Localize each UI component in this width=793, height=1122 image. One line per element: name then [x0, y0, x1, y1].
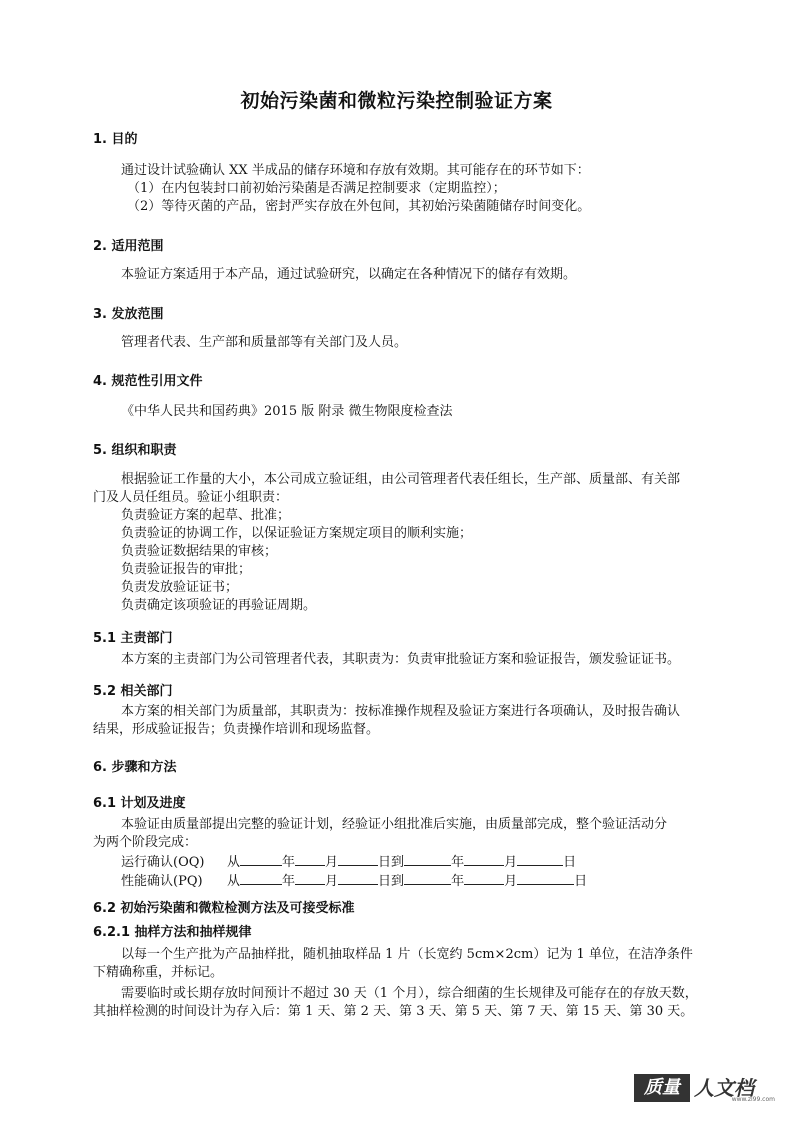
section-6-2-1-text: 以每一个生产批为产品抽样批，随机抽取样品 1 片（长宽约 5cm×2cm）记为 1 单位，在洁净条件: [121, 947, 693, 962]
section-5-1-heading: 5.1 主责部门: [93, 631, 173, 646]
blank-line[interactable]: [404, 852, 451, 866]
section-1-line: 通过设计试验确认 XX 半成品的储存环境和存放有效期。其可能存在的环节如下：: [121, 163, 590, 178]
section-2-heading: 2. 适用范围: [93, 239, 164, 254]
schedule-row-oq: [121, 851, 576, 870]
schedule-label: 运行确认(OQ): [121, 855, 205, 870]
schedule-day: 日: [563, 855, 577, 870]
watermark-text: 人文档: [694, 1076, 754, 1100]
schedule-from: 从: [227, 855, 241, 870]
section-5-heading: 5. 组织和职责: [93, 443, 177, 458]
blank-line[interactable]: [295, 871, 325, 885]
section-3-heading: 3. 发放范围: [93, 307, 164, 322]
watermark-logo: [634, 1072, 779, 1106]
blank-line[interactable]: [295, 852, 325, 866]
schedule-label: 性能确认(PQ): [121, 874, 203, 889]
section-5-2-text: 本方案的相关部门为质量部，其职责为：按标准操作规程及验证方案进行各项确认，及时报告确认: [121, 704, 681, 719]
section-6-2-1-text: 下精确称重，并标记。: [93, 965, 224, 980]
section-2-text: 本验证方案适用于本产品，通过试验研究，以确定在各种情况下的储存有效期。: [121, 267, 577, 282]
section-4-heading: 4. 规范性引用文件: [93, 374, 203, 389]
section-6-2-heading: 6.2 初始污染菌和微粒检测方法及可接受标准: [93, 901, 355, 916]
blank-line[interactable]: [404, 871, 451, 885]
schedule-day-to: 日到: [378, 855, 405, 870]
watermark-url: www.zl99.com: [731, 1096, 775, 1103]
section-4-text: 《中华人民共和国药典》2015 版 附录 微生物限度检查法: [121, 404, 453, 419]
schedule-row-pq: [121, 870, 587, 889]
blank-line[interactable]: [338, 852, 378, 866]
schedule-from: 从: [227, 874, 241, 889]
schedule-month: 月: [504, 874, 518, 889]
duty-item: 负责验证报告的审批；: [121, 562, 252, 577]
schedule-month: 月: [504, 855, 518, 870]
section-1-line: （2）等待灭菌的产品，密封严实存放在外包间，其初始污染菌随储存时间变化。: [127, 199, 591, 214]
duty-item: 负责验证方案的起草、批准；: [121, 508, 291, 523]
blank-line[interactable]: [517, 852, 563, 866]
section-5-1-text: 本方案的主责部门为公司管理者代表，其职责为：负责审批验证方案和验证报告，颁发验证证书。: [121, 652, 681, 667]
schedule-month: 月: [325, 855, 339, 870]
section-6-1-text: 本验证由质量部提出完整的验证计划，经验证小组批准后实施，由质量部完成，整个验证活动分: [121, 817, 668, 832]
section-6-1-heading: 6.1 计划及进度: [93, 796, 186, 811]
section-5-2-heading: 5.2 相关部门: [93, 684, 173, 699]
section-1-line: （1）在内包装封口前初始污染菌是否满足控制要求（定期监控）；: [127, 181, 506, 196]
blank-line[interactable]: [464, 871, 504, 885]
schedule-year: 年: [451, 855, 465, 870]
schedule-month: 月: [325, 874, 339, 889]
duty-item: 负责验证数据结果的审核；: [121, 544, 278, 559]
section-6-2-1-text: 其抽样检测的时间设计为存入后：第 1 天、第 2 天、第 3 天、第 5 天、第 7 天、第 15 天、第 30 天。: [93, 1004, 694, 1019]
schedule-day: 日: [574, 874, 588, 889]
schedule-day-to: 日到: [378, 874, 405, 889]
duty-item: 负责发放验证证书；: [121, 580, 239, 595]
section-6-2-1-heading: 6.2.1 抽样方法和抽样规律: [93, 925, 252, 940]
schedule-year: 年: [282, 874, 296, 889]
schedule-year: 年: [282, 855, 296, 870]
blank-line[interactable]: [517, 871, 574, 885]
duty-item: 负责确定该项验证的再验证周期。: [121, 598, 317, 613]
section-6-1-text: 为两个阶段完成：: [93, 835, 198, 850]
section-6-2-1-text: 需要临时或长期存放时间预计不超过 30 天（1 个月），综合细菌的生长规律及可能存在的存放天数，: [121, 986, 698, 1001]
section-1-heading: 1. 目的: [93, 132, 138, 147]
duty-item: 负责验证的协调工作，以保证验证方案规定项目的顺利实施；: [121, 526, 473, 541]
watermark-box: 质量: [634, 1074, 690, 1102]
section-3-text: 管理者代表、生产部和质量部等有关部门及人员。: [121, 335, 408, 350]
schedule-year: 年: [451, 874, 465, 889]
section-5-2-text: 结果，形成验证报告；负责操作培训和现场监督。: [93, 722, 380, 737]
blank-line[interactable]: [240, 852, 282, 866]
blank-line[interactable]: [338, 871, 378, 885]
section-6-heading: 6. 步骤和方法: [93, 760, 177, 775]
document-title: 初始污染菌和微粒污染控制验证方案: [240, 90, 553, 112]
section-5-intro: 门及人员任组员。验证小组职责：: [93, 490, 289, 505]
section-5-intro: 根据验证工作量的大小，本公司成立验证组，由公司管理者代表任组长，生产部、质量部、有关部: [121, 472, 681, 487]
blank-line[interactable]: [240, 871, 282, 885]
blank-line[interactable]: [464, 852, 504, 866]
